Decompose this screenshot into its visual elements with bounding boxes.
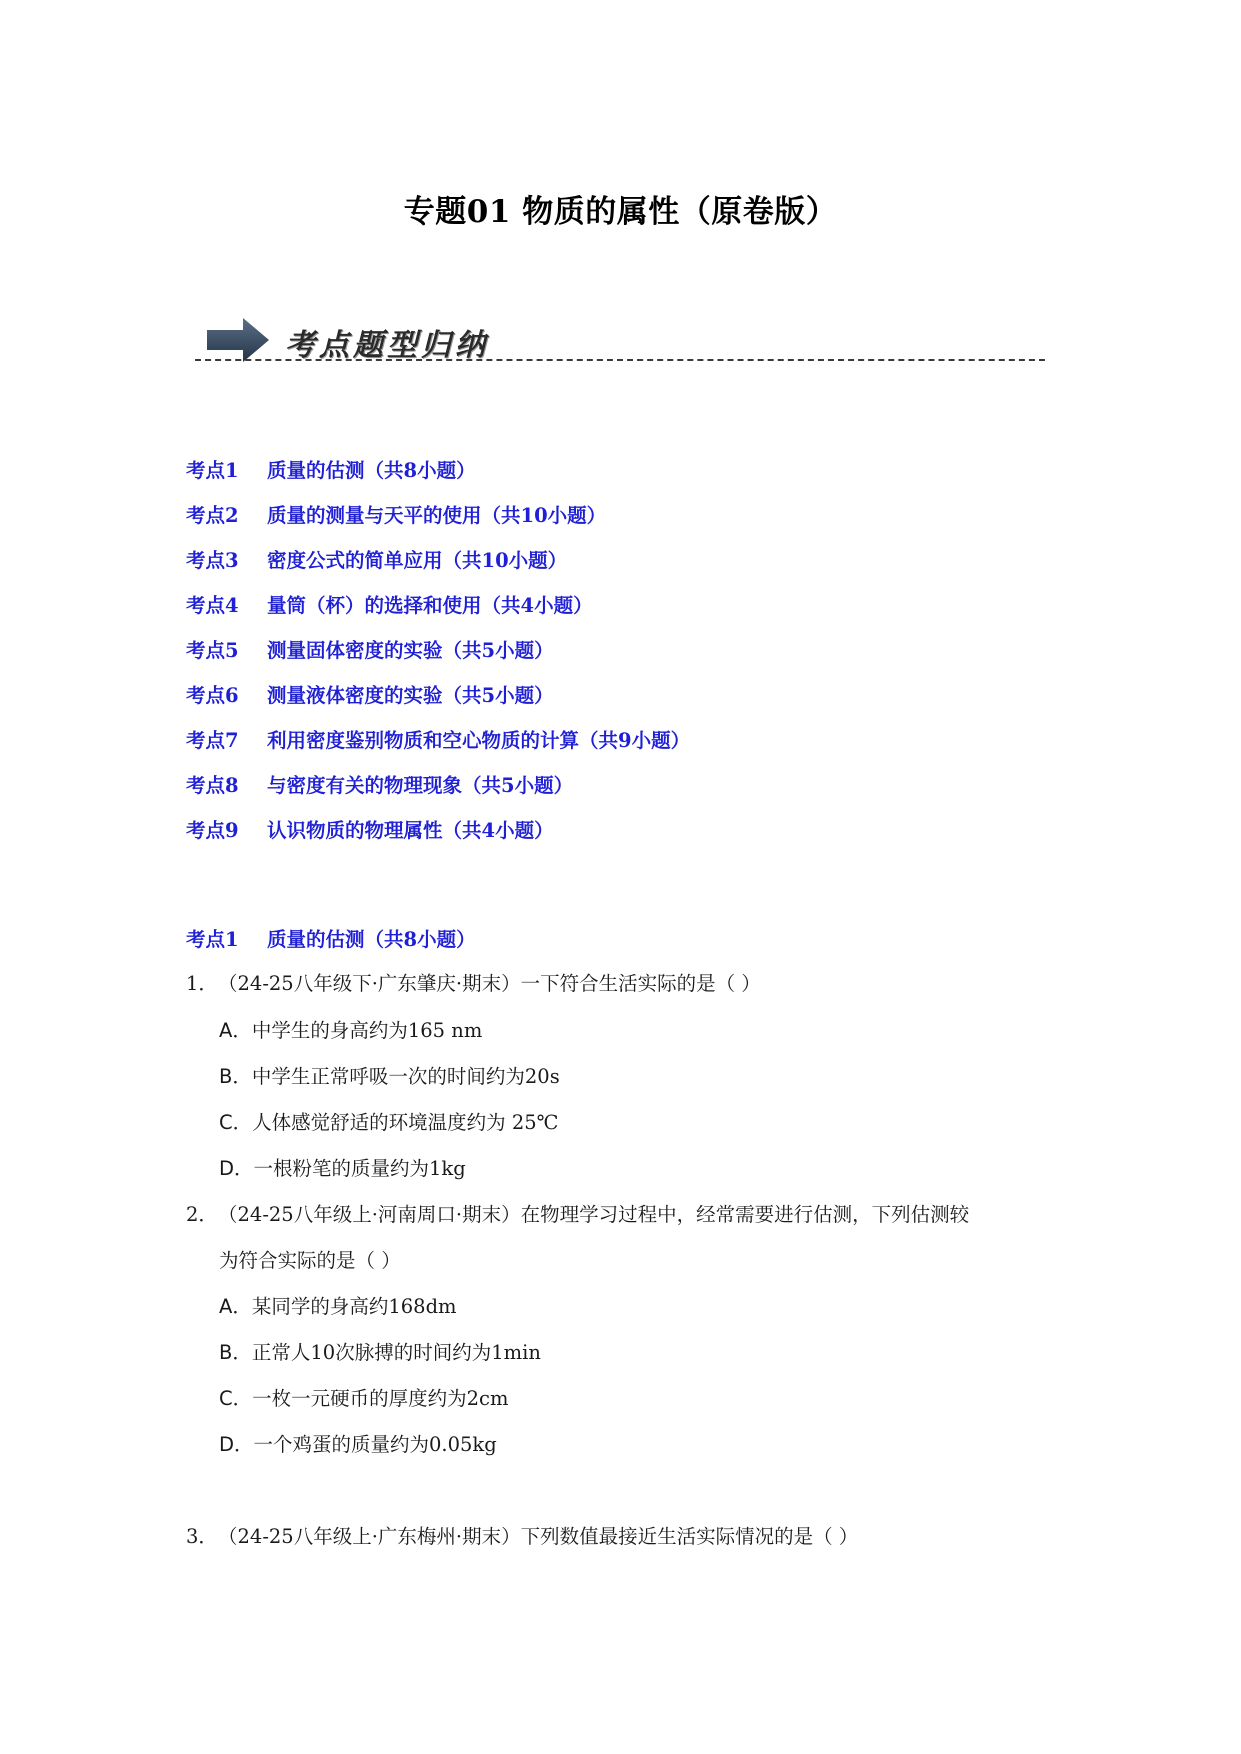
answer-option [219,1153,466,1181]
question-stem [186,968,761,996]
answer-option [219,1291,457,1319]
option-label: D． [219,1157,254,1180]
topic-number: 考点8 [186,773,239,797]
option-label: A． [219,1019,252,1042]
option-text: 某同学的身高约168dm [251,1295,457,1318]
arrow-icon [207,318,269,362]
topic-text: 量筒（杯）的选择和使用（共4小题） [267,593,593,617]
page-title: 专题01 物质的属性（原卷版） [403,194,838,230]
topic-number: 考点6 [186,683,239,707]
topic-text: 密度公式的简单应用（共10小题） [267,548,568,572]
topic-number: 考点2 [186,503,239,527]
answer-option [219,1429,497,1457]
option-label: C． [219,1111,253,1134]
topic-number: 考点1 [186,458,239,482]
topic-item[interactable] [186,536,690,581]
topic-item[interactable] [186,761,690,806]
question-text: （24-25八年级上·广东梅州·期末）下列数值最接近生活实际情况的是（ ） [218,1525,859,1548]
topic-number: 考点4 [186,593,239,617]
topic-text: 认识物质的物理属性（共4小题） [267,818,554,842]
topic-text: 测量液体密度的实验（共5小题） [267,683,554,707]
option-label: A． [219,1295,252,1318]
topic-text: 测量固体密度的实验（共5小题） [267,638,554,662]
answer-option [219,1337,541,1365]
topic-list [186,446,690,851]
option-label: B． [219,1065,252,1088]
option-text: 一个鸡蛋的质量约为0.05kg [253,1433,497,1456]
topic-item[interactable] [186,671,690,716]
topic-item[interactable] [186,716,690,761]
option-text: 中学生正常呼吸一次的时间约为20s [251,1065,560,1088]
question-text: （24-25八年级上·河南周口·期末）在物理学习过程中，经常需要进行估测，下列估测较 [218,1203,970,1226]
question-number: 1． [186,972,218,995]
option-label: D． [219,1433,254,1456]
question-number: 2． [186,1203,218,1226]
option-text: 人体感觉舒适的环境温度约为 25℃ [252,1111,559,1134]
section-text: 质量的估测（共8小题） [267,928,476,951]
topic-number: 考点3 [186,548,239,572]
topic-item[interactable] [186,446,690,491]
option-text: 中学生的身高约为165 nm [251,1019,483,1042]
topic-item[interactable] [186,581,690,626]
question-text-continued: 为符合实际的是（ ） [219,1249,401,1272]
question-stem [186,1521,858,1549]
question-stem [186,1199,969,1227]
option-label: B． [219,1341,252,1364]
answer-option [219,1061,560,1089]
topic-number: 考点5 [186,638,239,662]
topic-text: 质量的估测（共8小题） [267,458,476,482]
section-banner [195,318,1045,368]
answer-option [219,1383,508,1411]
topic-text: 利用密度鉴别物质和空心物质的计算（共9小题） [267,728,691,752]
topic-number: 考点7 [186,728,239,752]
question-number: 3． [186,1525,218,1548]
answer-option [219,1015,482,1043]
topic-number: 考点9 [186,818,239,842]
topic-item[interactable] [186,626,690,671]
option-label: C． [219,1387,253,1410]
banner-divider [195,359,1045,361]
topic-text: 与密度有关的物理现象（共5小题） [267,773,574,797]
topic-item[interactable] [186,806,690,851]
section-heading [186,924,476,952]
answer-option [219,1107,558,1135]
option-text: 一枚一元硬币的厚度约为2cm [252,1387,509,1410]
topic-text: 质量的测量与天平的使用（共10小题） [267,503,607,527]
option-text: 正常人10次脉搏的时间约为1min [251,1341,541,1364]
option-text: 一根粉笔的质量约为1kg [253,1157,466,1180]
topic-item[interactable] [186,491,690,536]
banner-title: 考点题型归纳 [285,328,489,363]
question-text: （24-25八年级下·广东肇庆·期末）一下符合生活实际的是（ ） [218,972,761,995]
section-number: 考点1 [186,928,239,951]
